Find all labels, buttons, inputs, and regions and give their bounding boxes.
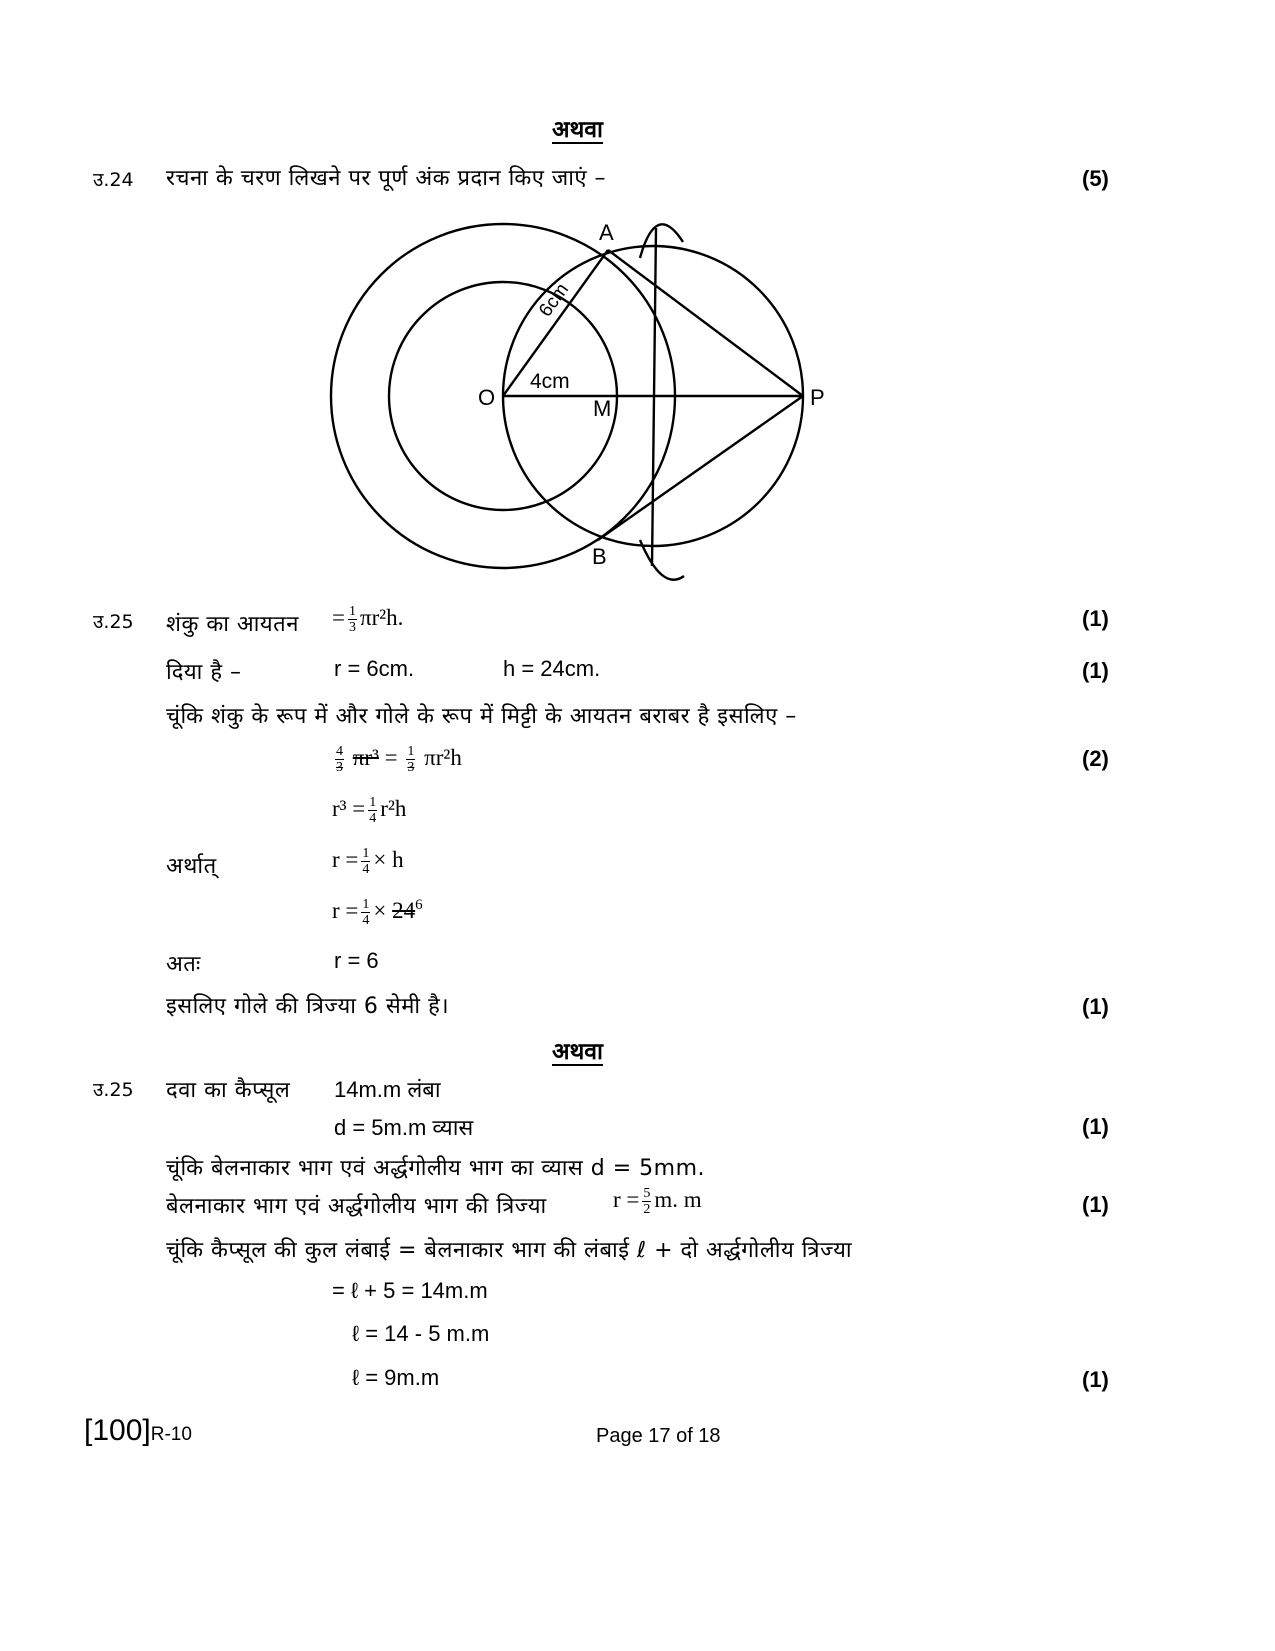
- given-radius: r = 6cm.: [334, 656, 415, 681]
- equation-volume-equal: $\frac{4}{3}$ πr³ = $\frac{1}{3}$ πr²h: [336, 744, 462, 775]
- step-2: ℓ = 14 - 5 m.m: [352, 1321, 490, 1346]
- step-3: ℓ = 9m.m: [352, 1365, 440, 1390]
- fraction: $\frac{1}{3}$: [348, 604, 356, 635]
- label-6cm: 6cm: [535, 279, 574, 321]
- therefore-label: अर्थात्: [166, 854, 217, 879]
- label-M: M: [593, 396, 612, 421]
- tangent-construction-diagram: [320, 205, 850, 590]
- label-O: O: [478, 385, 496, 410]
- cone-volume-label: शंकु का आयतन: [166, 612, 299, 637]
- marks-label: (1): [1082, 994, 1109, 1019]
- radius-statement: बेलनाकार भाग एवं अर्द्धगोलीय भाग की त्रिज्या: [166, 1194, 547, 1219]
- label-P: P: [810, 385, 825, 410]
- arc-top: [640, 224, 683, 258]
- marks-label: (1): [1082, 606, 1109, 631]
- radius-formula: r = $\frac{5}{2}$ m. m: [613, 1186, 702, 1217]
- capsule-label: दवा का कैप्सूल: [166, 1078, 291, 1103]
- marks-label: (5): [1082, 166, 1109, 191]
- diameter-statement: चूंकि बेलनाकार भाग एवं अर्द्धगोलीय भाग का व्यास d = 5mm.: [166, 1156, 706, 1181]
- marks-label: (1): [1082, 1114, 1109, 1139]
- section-heading-or: अथवा: [552, 1039, 604, 1065]
- marks-label: (1): [1082, 1192, 1109, 1217]
- question-number: उ.25: [93, 1079, 134, 1101]
- question-number: उ.24: [93, 169, 134, 191]
- equation-r-cubed: r³ = $\frac{1}{4}$ r²h: [332, 795, 407, 826]
- paper-code: [84, 1414, 192, 1448]
- fraction: $\frac{1}{3}$: [407, 744, 415, 775]
- question-number: उ.25: [93, 611, 134, 633]
- fraction: $\frac{5}{2}$: [643, 1186, 651, 1217]
- fraction: $\frac{1}{4}$: [369, 795, 377, 826]
- paper-code-sub: R-10: [150, 1424, 192, 1445]
- marks-label: (1): [1082, 658, 1109, 683]
- instruction-text: रचना के चरण लिखने पर पूर्ण अंक प्रदान किए जाएं –: [166, 166, 607, 191]
- hence-label: अतः: [166, 952, 201, 977]
- label-A: A: [599, 220, 614, 245]
- tangent-PA: [608, 250, 803, 396]
- paper-code-main: [100]: [84, 1414, 151, 1447]
- cone-volume-formula: = $\frac{1}{3}$ πr²h.: [332, 604, 404, 635]
- total-length-statement: चूंकि कैप्सूल की कुल लंबाई = बेलनाकार भाग की लंबाई ℓ + दो अर्द्धगोलीय त्रिज्या: [166, 1238, 853, 1263]
- marks-label: (1): [1082, 1367, 1109, 1392]
- given-label: दिया है –: [166, 660, 242, 685]
- label-4cm: 4cm: [530, 370, 570, 393]
- fraction: $\frac{1}{4}$: [362, 846, 370, 877]
- label-B: B: [592, 544, 607, 569]
- capsule-diameter: d = 5m.m व्यास: [334, 1115, 474, 1140]
- conclusion-text: इसलिए गोले की त्रिज्या 6 सेमी है।: [166, 994, 450, 1019]
- capsule-length: 14m.m लंबा: [334, 1077, 441, 1102]
- fraction: $\frac{1}{4}$: [362, 897, 370, 928]
- tangent-PB: [598, 396, 803, 540]
- since-statement: चूंकि शंकु के रूप में और गोले के रूप में मिट्टी के आयतन बराबर है इसलिए –: [166, 704, 797, 729]
- marks-label: (2): [1082, 746, 1109, 771]
- given-height: h = 24cm.: [503, 656, 601, 681]
- equation-substitution: r = $\frac{1}{4}$ × $24^6$: [332, 897, 423, 928]
- equation-r-quarter-h: r = $\frac{1}{4}$ × h: [332, 846, 404, 877]
- section-heading-or: अथवा: [552, 117, 604, 143]
- page-number: Page 17 of 18: [596, 1425, 721, 1447]
- fraction: $\frac{4}{3}$: [336, 744, 343, 775]
- result-value: r = 6: [334, 948, 379, 973]
- step-1: = ℓ + 5 = 14m.m: [332, 1278, 488, 1303]
